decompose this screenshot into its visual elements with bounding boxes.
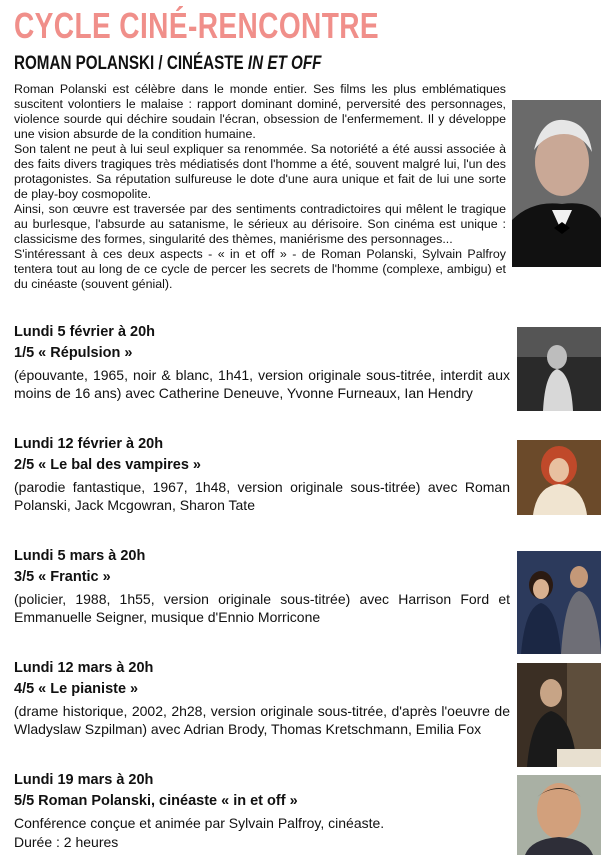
event-description: (drame historique, 2002, 2h28, version originale sous-titrée, d'après l'oeuvre de Wladyslaw Szpilman) avec Adrian Brody, Thomas Kretschmann, Emilia Fox [14, 703, 510, 737]
intro-text [14, 82, 506, 292]
frantic-still-photo [517, 551, 601, 654]
page-subtitle [14, 53, 321, 75]
event-1 [14, 324, 510, 402]
intro-paragraph: Roman Polanski est célèbre dans le monde entier. Ses films les plus emblématiques suscitent volontiers le malaise : rapport dominant dominé, perversité des personnages, violence sourde qui déchire soudain l'écran, obsession de l'enfermement. Il y développe une vision absurde de la condition humaine. [14, 82, 506, 141]
intro-paragraph: Son talent ne peut à lui seul expliquer sa renommée. Sa notoriété a été aussi associée à des faits divers tragiques très médiatisés dont l'homme a été, souvent malgré lui, l'un des protagonistes. Sa réputation sulfureuse le dote d'une aura unique et fait de lui une sorte de play-boy cosmopolite. [14, 142, 506, 201]
event-film-title: 4/5 « Le pianiste » [14, 681, 139, 697]
bal-des-vampires-still-photo [517, 440, 601, 515]
event-2 [14, 436, 510, 514]
event-description: (policier, 1988, 1h55, version originale sous-titrée) avec Harrison Ford et Emmanuelle Seigner, musique d'Ennio Morricone [14, 591, 510, 625]
event-date: Lundi 5 février à 20h [14, 324, 156, 340]
event-duration: Durée : 2 heures [14, 834, 119, 850]
event-description: (épouvante, 1965, noir & blanc, 1h41, version originale sous-titrée, interdit aux moins de 16 ans) avec Catherine Deneuve, Yvonne Furneaux, Ian Hendry [14, 367, 510, 401]
event-date: Lundi 12 mars à 20h [14, 660, 154, 676]
event-3 [14, 548, 510, 626]
sylvain-palfroy-portrait-photo [517, 775, 601, 855]
le-pianiste-still-photo [517, 663, 601, 767]
event-date: Lundi 19 mars à 20h [14, 772, 154, 788]
intro-paragraph: S'intéressant à ces deux aspects - « in et off » - de Roman Polanski, Sylvain Palfroy tentera tout au long de ce cycle de percer les secrets de l'homme (complexe, ambigu) et du cinéaste (souvent génial). [14, 247, 506, 291]
repulsion-still-photo [517, 327, 601, 411]
event-film-title: 3/5 « Frantic » [14, 569, 111, 585]
polanski-portrait-photo [512, 100, 601, 267]
event-4 [14, 660, 510, 738]
event-film-title: 5/5 Roman Polanski, cinéaste « in et off » [14, 793, 298, 809]
event-5 [14, 772, 510, 851]
event-date: Lundi 12 février à 20h [14, 436, 164, 452]
event-description: (parodie fantastique, 1967, 1h48, version originale sous-titrée) avec Roman Polanski, Jack Mcgowran, Sharon Tate [14, 479, 510, 513]
event-date: Lundi 5 mars à 20h [14, 548, 146, 564]
event-film-title: 2/5 « Le bal des vampires » [14, 457, 201, 473]
event-description: Conférence conçue et animée par Sylvain Palfroy, cinéaste. [14, 815, 385, 831]
intro-paragraph: Ainsi, son œuvre est traversée par des sentiments contradictoires qui mêlent le tragique au burlesque, l'absurde au satanisme, le sérieux au dérisoire. Son cinéma est unique : classicisme des formes, singularité des thèmes, maniérisme des personnages... [14, 202, 506, 246]
page-title: CYCLE CINÉ-RENCONTRE [14, 5, 380, 46]
subtitle-italic: IN ET OFF [247, 53, 322, 74]
event-film-title: 1/5 « Répulsion » [14, 345, 133, 361]
subtitle-main: ROMAN POLANSKI / CINÉASTE [14, 53, 248, 74]
